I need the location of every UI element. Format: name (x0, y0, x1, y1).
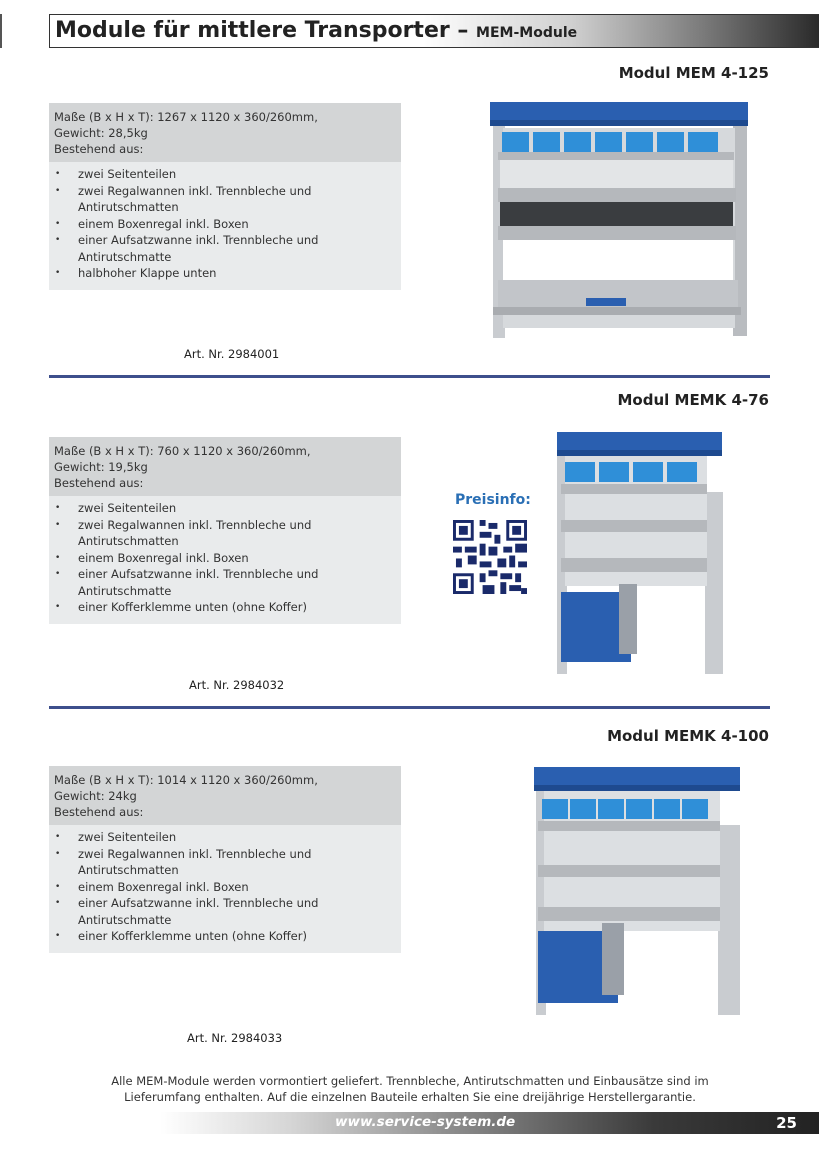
footer-note (60, 1073, 760, 1105)
spec-dims: Maße (B x H x T): 1014 x 1120 x 360/260mm, (54, 773, 318, 787)
footer-line-1: Alle MEM-Module werden vormontiert geliefert. Trennbleche, Antirutschmatten und Einbausätze sind im (111, 1074, 709, 1088)
spec-list-1 (49, 162, 401, 290)
spec-list-3 (49, 825, 401, 953)
list-item: • einem Boxenregal inkl. Boxen (54, 879, 396, 896)
list-item: • zwei Seitenteilen (54, 166, 396, 183)
section-divider-2 (49, 706, 770, 709)
spec-consists-label: Bestehend aus: (54, 476, 144, 490)
module-title-2: Modul MEMK 4-76 (617, 391, 769, 409)
spec-dims: Maße (B x H x T): 1267 x 1120 x 360/260mm, (54, 110, 318, 124)
spec-header-1 (49, 103, 401, 162)
list-item: • halbhoher Klappe unten (54, 265, 396, 282)
list-item: • einer Kofferklemme unten (ohne Koffer) (54, 928, 396, 945)
list-item: • zwei Regalwannen inkl. Trennbleche und (54, 517, 396, 534)
list-item: • einem Boxenregal inkl. Boxen (54, 216, 396, 233)
list-item: • zwei Regalwannen inkl. Trennbleche und (54, 846, 396, 863)
module-title-3: Modul MEMK 4-100 (607, 727, 769, 745)
page-edge-mark (0, 14, 2, 48)
header-title-text: Module für mittlere Transporter – (55, 18, 469, 43)
list-item: • zwei Seitenteilen (54, 500, 396, 517)
spec-header-2 (49, 437, 401, 496)
list-item: Antirutschmatte (78, 912, 172, 927)
article-number-3: Art. Nr. 2984033 (187, 1031, 283, 1045)
list-item: • einer Aufsatzwanne inkl. Trennbleche und (54, 895, 396, 912)
spec-weight: Gewicht: 28,5kg (54, 126, 148, 140)
footer-url-link[interactable]: www.service-system.de (335, 1114, 516, 1130)
section-divider-1 (49, 375, 770, 378)
footer-line-2: Lieferumfang enthalten. Auf die einzelnen Bauteile erhalten Sie eine dreijährige Herstellergarantie. (124, 1090, 696, 1104)
list-item: Antirutschmatten (78, 200, 179, 214)
spec-list-2 (49, 496, 401, 624)
header-subtitle: MEM-Module (476, 25, 578, 41)
list-item: Antirutschmatte (78, 583, 172, 598)
article-number-1: Art. Nr. 2984001 (184, 347, 280, 361)
list-item: • einer Aufsatzwanne inkl. Trennbleche und (54, 232, 396, 249)
list-item: • zwei Seitenteilen (54, 829, 396, 846)
list-item: Antirutschmatte (78, 249, 172, 264)
spec-weight: Gewicht: 19,5kg (54, 460, 148, 474)
spec-weight: Gewicht: 24kg (54, 789, 137, 803)
list-item: • einer Aufsatzwanne inkl. Trennbleche und (54, 566, 396, 583)
list-item: • zwei Regalwannen inkl. Trennbleche und (54, 183, 396, 200)
module-title-1: Modul MEM 4-125 (618, 64, 769, 82)
spec-box-2 (49, 437, 401, 624)
spec-dims: Maße (B x H x T): 760 x 1120 x 360/260mm, (54, 444, 311, 458)
preisinfo-label: Preisinfo: (455, 492, 531, 508)
list-item: • einem Boxenregal inkl. Boxen (54, 550, 396, 567)
spec-box-1 (49, 103, 401, 290)
page-title (55, 18, 577, 43)
spec-consists-label: Bestehend aus: (54, 805, 144, 819)
article-number-2: Art. Nr. 2984032 (189, 678, 285, 692)
list-item: Antirutschmatten (78, 863, 179, 877)
product-image-memk-4-100 (532, 767, 742, 1017)
spec-box-3 (49, 766, 401, 953)
spec-header-3 (49, 766, 401, 825)
page-header (49, 14, 819, 48)
page-number: 25 (776, 1114, 797, 1132)
product-image-mem-4-125 (488, 102, 753, 342)
product-image-memk-4-76 (555, 432, 725, 675)
list-item: Antirutschmatten (78, 534, 179, 548)
list-item: • einer Kofferklemme unten (ohne Koffer) (54, 599, 396, 616)
spec-consists-label: Bestehend aus: (54, 142, 144, 156)
qr-code-icon[interactable] (453, 520, 527, 594)
